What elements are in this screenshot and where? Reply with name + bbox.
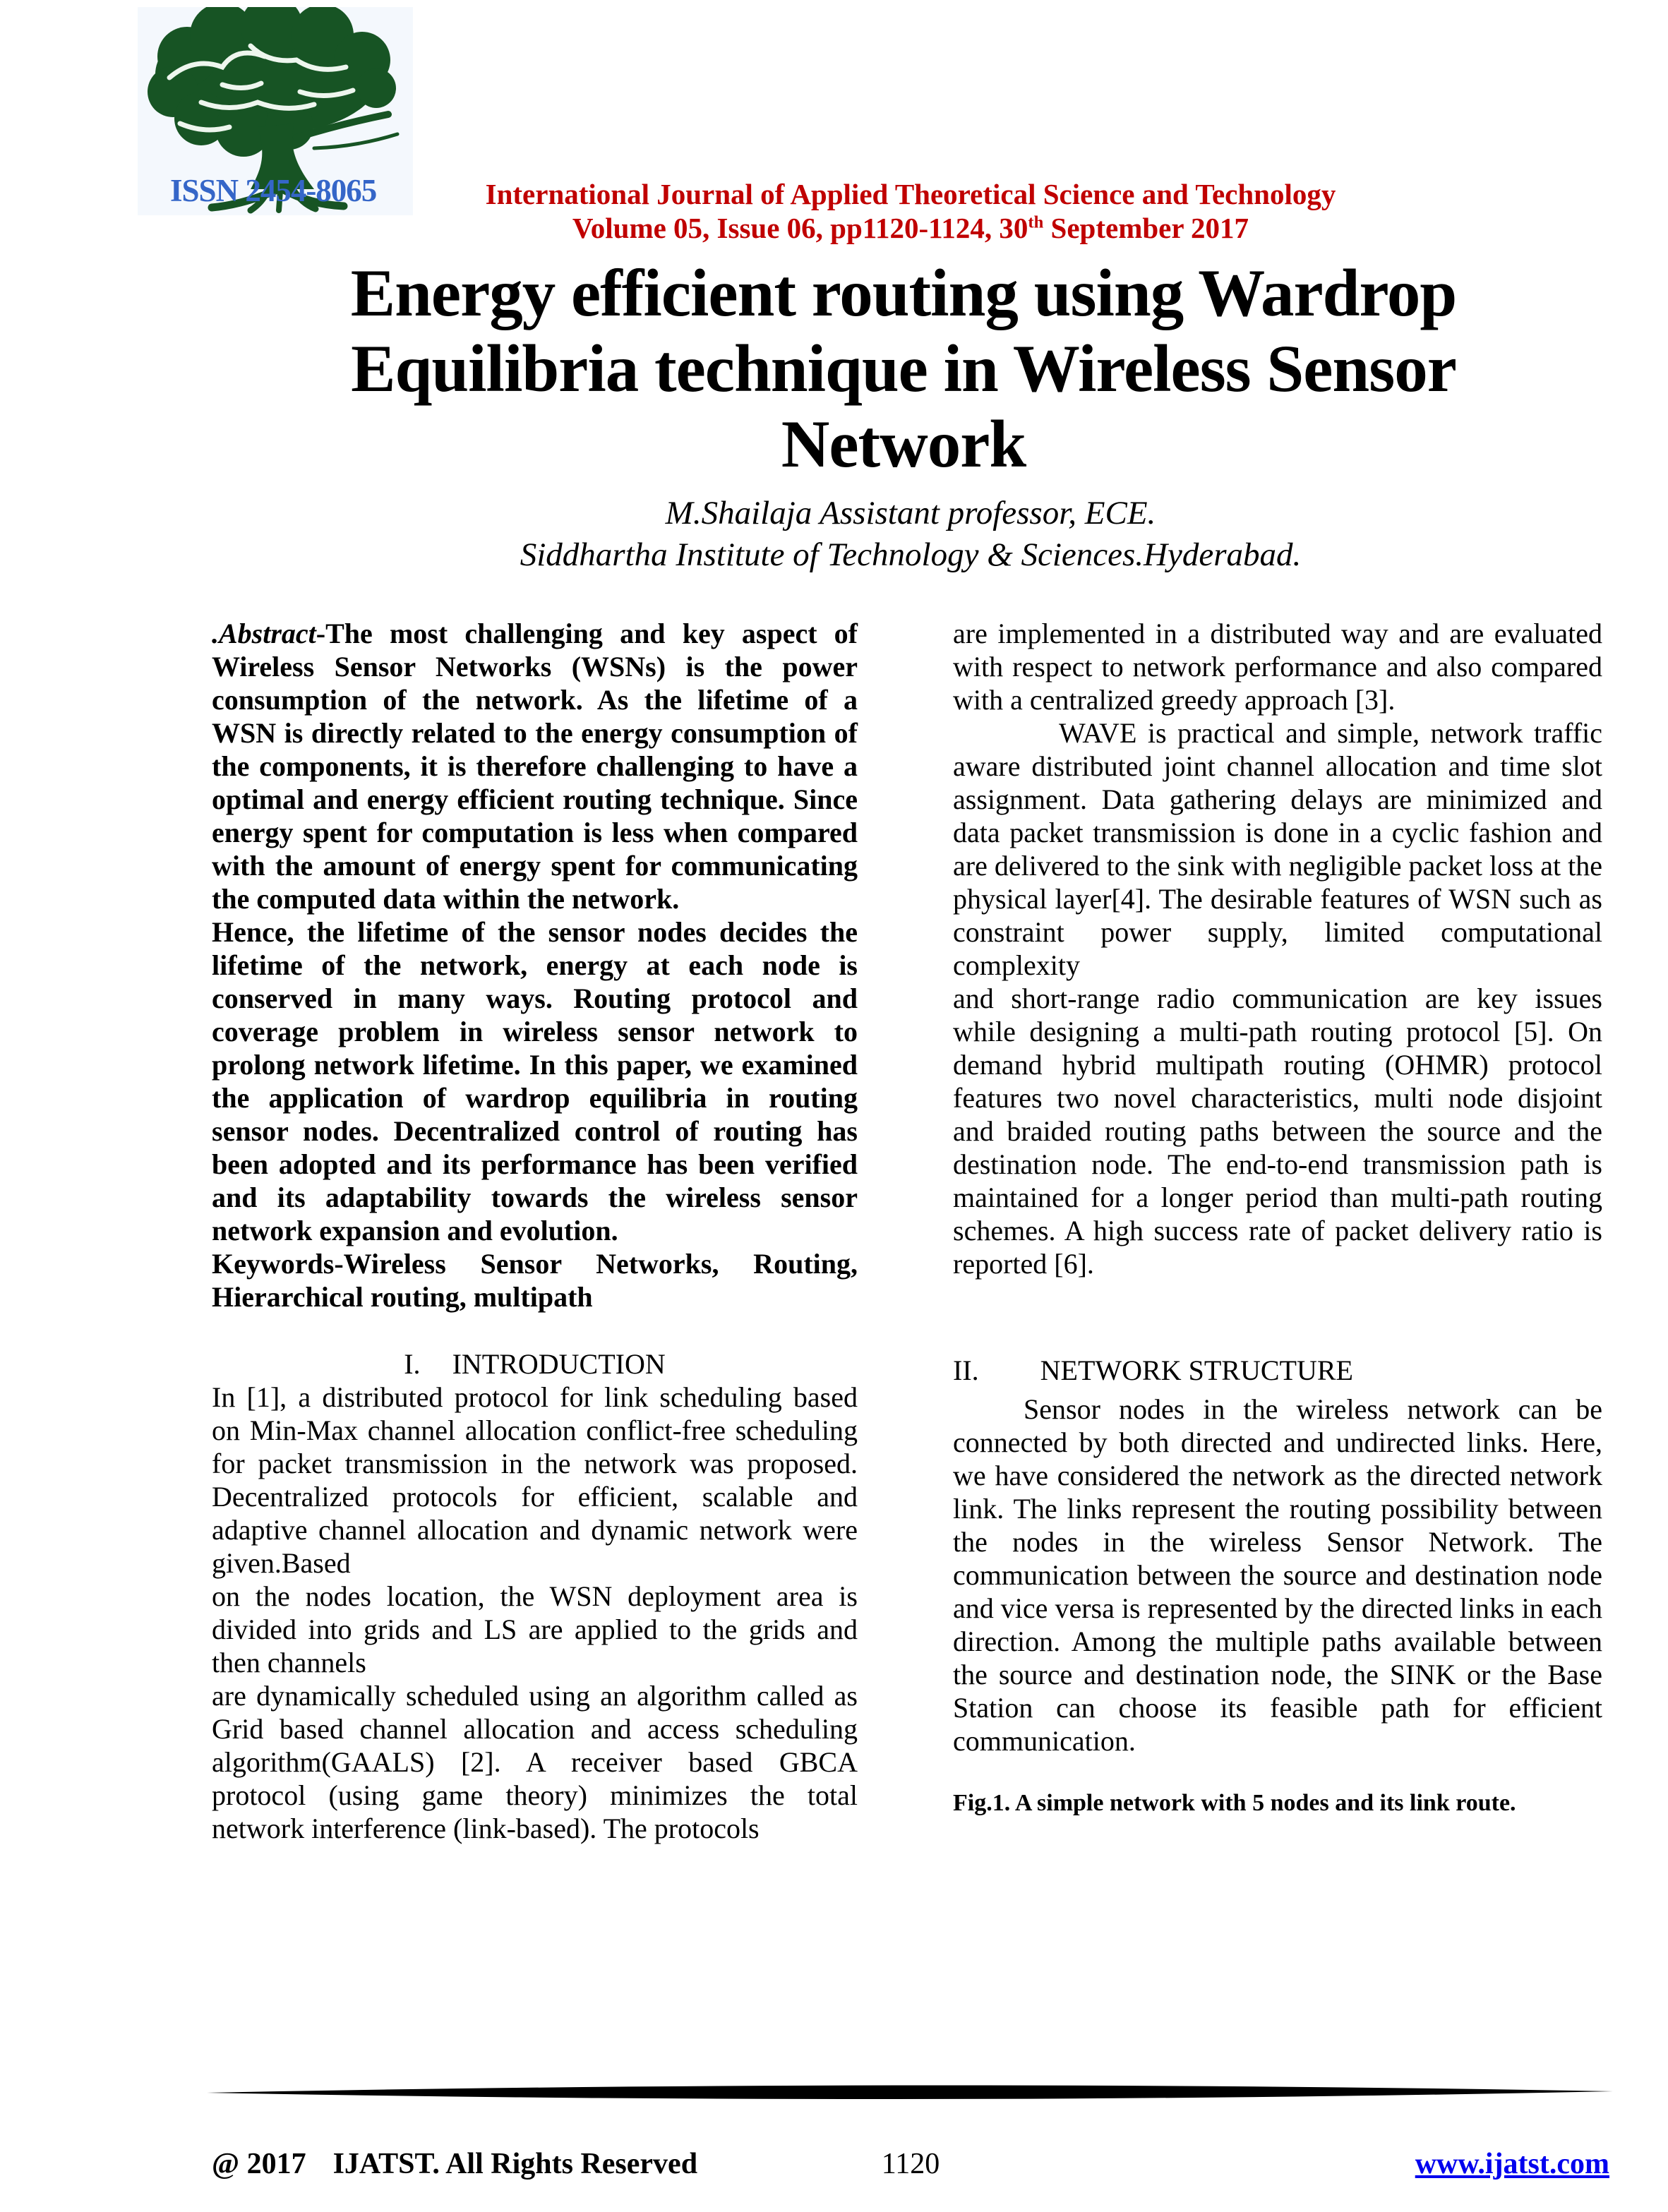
journal-issue-line [212,211,1609,245]
author-name: M.Shailaja Assistant professor, ECE. [665,495,1156,531]
rights-text: IJATST. All Rights Reserved [332,2148,698,2180]
introduction-paragraph: In [1], a distributed protocol for link scheduling based on Min-Max channel allocation conflict-free scheduling for packet transmission in the network was proposed. Decentralized protocols for efficient, scalable and adaptive channel allocation and dynamic network were given.Based on the nodes location, the WSN deployment area is divided into grids and LS are applied to the grids and then channels are dynamically scheduled using an algorithm called as Grid based channel allocation and access scheduling algorithm(GAALS) [2]. A receiver based GBCA protocol (using game theory) minimizes the total network interference (link-based). The protocols [212,1381,858,1844]
issue-superscript: th [1028,212,1044,232]
copyright-year: @ 2017 [212,2148,306,2180]
author-block [212,493,1609,576]
page-footer [212,2147,1609,2189]
figure-caption: Fig.1. A simple network with 5 nodes and its link route. [953,1790,1516,1816]
body-paragraph-2: WAVE is practical and simple, network traffic aware distributed joint channel allocation and time slot assignment. Data gathering delays are minimized and data packet transmission is done in a cyclic fashion and are delivered to the sink with negligible packet loss at the physical layer[4]. The desirable features of WSN such as constraint power supply, limited computational complexity and short-range radio communication are key issues while designing a multi-path routing protocol [5]. On demand hybrid multipath routing (OHMR) protocol features two novel characteristics, multi node disjoint and braided routing paths between the source and the destination node. The end-to-end transmission path is maintained for a longer period than multi-path routing schemes. A high success rate of packet delivery ratio is reported [6]. [953,717,1602,1280]
body-paragraph-3: Sensor nodes in the wireless network can be connected by both directed and undirected links. Here, we have considered the network as the directed network link. The links represent the routing possibility between the nodes in the wireless Sensor Network. The communication between the source and destination node and vice versa is represented by the directed links in each direction. Among the multiple paths available between the source and destination node, the SINK or the Base Station can choose its feasible path for efficient communication. [953,1393,1602,1757]
issn-number: ISSN 2454-8065 [170,173,377,208]
keywords-paragraph: Keywords-Wireless Sensor Networks, Routing, Hierarchical routing, multipath [212,1248,858,1313]
section-title: INTRODUCTION [452,1348,666,1380]
issue-date: September 2017 [1043,212,1249,244]
page-number: 1120 [881,2148,940,2180]
journal-header [212,177,1609,245]
right-column [953,617,1602,1817]
footer-divider-line [207,2082,1613,2106]
section-heading-network-structure [953,1354,1602,1387]
section-heading-introduction [212,1347,858,1381]
section-numeral: I. [404,1348,421,1380]
abstract-text: -The most challenging and key aspect of Wireless Sensor Networks (WSNs) is the power consumption of the network. As the lifetime of a WSN is directly related to the energy consumption of the components, it is therefore challenging to have a optimal and energy efficient routing technique. Since energy spent for computation is less when compared with the amount of energy spent for communicating the computed data within the network. Hence, the lifetime of the sensor nodes decides the lifetime of the network, energy at each node is conserved in many ways. Routing protocol and coverage problem in wireless sensor network to prolong network lifetime. In this paper, we examined the application of wardrop equilibria in routing sensor nodes. Decentralized control of routing has been adopted and its performance has been verified and its adaptability towards the wireless sensor network expansion and evolution. [212,618,858,1246]
author-affiliation: Siddhartha Institute of Technology & Sciences.Hyderabad. [520,536,1302,573]
paper-title: Energy efficient routing using Wardrop Equilibria technique in Wireless Sensor Network [350,256,1457,481]
journal-website-link[interactable]: www.ijatst.com [1415,2148,1609,2180]
journal-name: International Journal of Applied Theoretical Science and Technology [485,178,1336,210]
abstract-label: .Abstract [212,618,316,649]
abstract-paragraph [212,617,858,1247]
left-column [212,617,858,1845]
body-paragraph-1: are implemented in a distributed way and are evaluated with respect to network performance and also compared with a centralized greedy approach [3]. [953,618,1602,716]
section-numeral: II. [953,1354,979,1386]
section-title: NETWORK STRUCTURE [1040,1354,1353,1386]
issue-text: Volume 05, Issue 06, pp1120-1124, 30 [572,212,1028,244]
